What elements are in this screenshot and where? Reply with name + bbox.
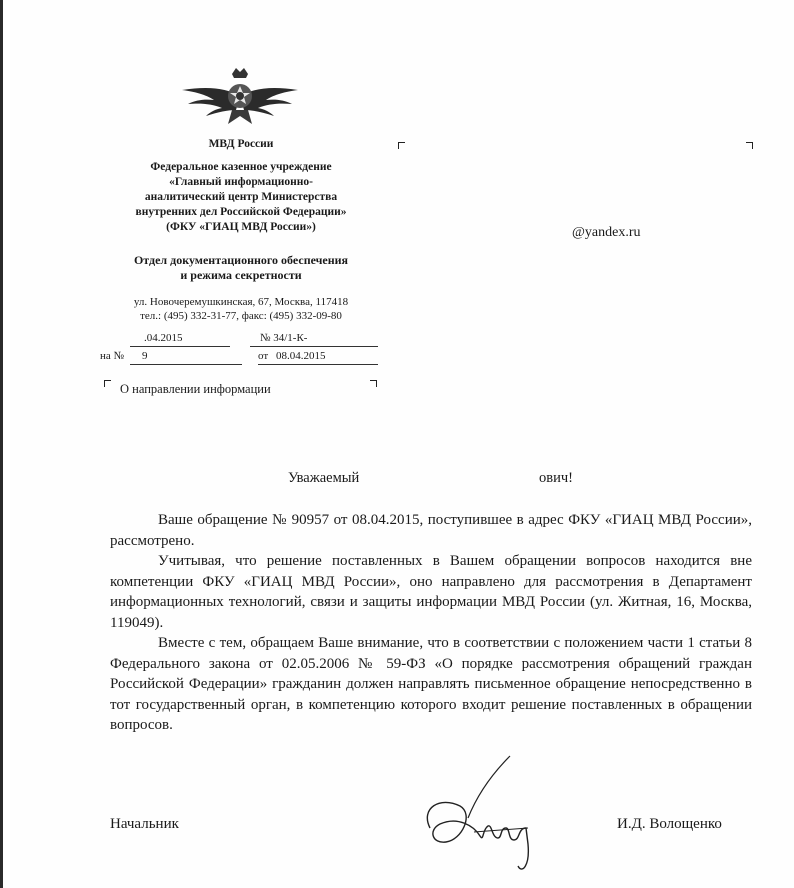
org-line: (ФКУ «ГИАЦ МВД России»)	[166, 221, 316, 233]
subject-corner-left	[104, 380, 111, 387]
in-reply-to-label: на №	[100, 350, 125, 362]
in-reply-to-number: 9	[142, 350, 148, 362]
subject-corner-right	[370, 380, 377, 387]
department-name	[96, 253, 386, 283]
recipient-email: @yandex.ru	[572, 225, 641, 240]
org-line: внутренних дел Российской Федерации»	[135, 206, 347, 218]
org-line: «Главный информационно-	[169, 176, 313, 188]
outgoing-date: .04.2015	[144, 332, 183, 344]
reference-block	[100, 332, 385, 366]
letter-body	[110, 510, 752, 736]
from-label: от	[258, 350, 269, 362]
page-edge	[0, 0, 3, 888]
org-line: Федеральное казенное учреждение	[150, 161, 332, 173]
organization-name	[96, 160, 386, 235]
dept-line: и режима секретности	[180, 268, 302, 282]
mvd-emblem-icon	[178, 66, 302, 128]
org-address	[96, 295, 386, 323]
org-line: аналитический центр Министерства	[144, 191, 338, 203]
from-date: 08.04.2015	[276, 350, 326, 362]
date-underline	[130, 346, 230, 347]
letter-subject: О направлении информации	[120, 382, 271, 396]
dept-line: Отдел документационного обеспечения	[133, 253, 349, 267]
recipient-corner-left	[398, 142, 405, 149]
from-date-underline	[258, 364, 378, 365]
outgoing-number: № 34/1-К-	[260, 332, 308, 344]
number-underline	[250, 346, 378, 347]
reply-number-underline	[130, 364, 242, 365]
signatory-title: Начальник	[110, 816, 179, 832]
ministry-name: МВД России	[208, 138, 274, 150]
address-line: ул. Новочеремушкинская, 67, Москва, 117418	[133, 296, 349, 308]
body-paragraph: Ваше обращение № 90957 от 08.04.2015, поступившее в адрес ФКУ «ГИАЦ МВД России», рассмотрено.	[110, 512, 752, 549]
phone-line: тел.: (495) 332-31-77, факс: (495) 332-09-80	[140, 310, 342, 322]
signatory-name: И.Д. Волощенко	[617, 816, 722, 832]
recipient-corner-right	[746, 142, 753, 149]
body-paragraph: Вместе с тем, обращаем Ваше внимание, что в соответствии с положением части 1 статьи 8 Федерального закона от 02.05.2006 № 59-ФЗ «О порядке рассмотрения обращений граждан Российской Федерации» гражданин должен направлять письменное обращение непосредственно в тот государственный орган, в компетенцию которого входит решение поставленных в обращении вопросов.	[110, 635, 752, 733]
greeting-salutation: Уважаемый	[288, 470, 360, 486]
greeting-patronymic-ending: ович!	[539, 470, 573, 486]
body-paragraph: Учитывая, что решение поставленных в Вашем обращении вопросов находится вне компетенции ФКУ «ГИАЦ МВД России», оно направлено для рассмотрения в Департамент информационных технологий, связи и защиты информации МВД России (ул. Житная, 16, Москва, 119049).	[110, 553, 752, 631]
handwritten-signature-icon	[410, 748, 570, 878]
